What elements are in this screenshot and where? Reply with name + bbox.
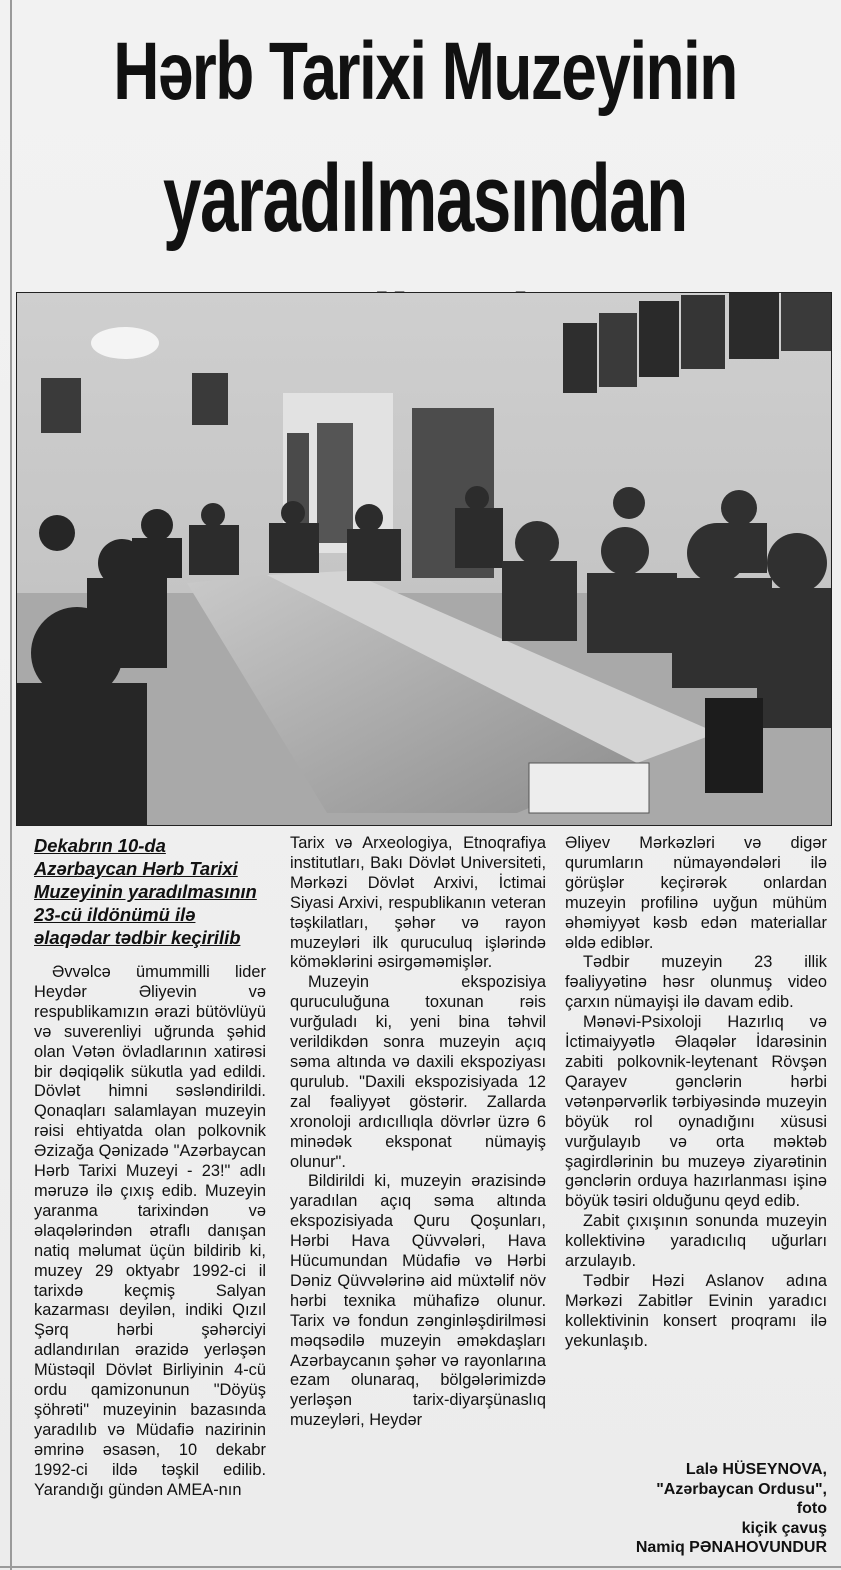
byline xyxy=(527,1460,827,1558)
article-paragraph: Muzeyin ekspozisiya quruculuğuna toxunan rəis vurğuladı ki, yeni bina təhvil verildikdən sonra muzeyin açıq səma altında və daxili ekspoziyası qurulub. "Daxili ekspozisiyada 12 zal fəaliyyət göstərir. Zallarda xronoloji ardıcıllıqla dövrlər üzrə 6 minədək eksponat nümayiş olunur". xyxy=(290,973,546,1171)
article-lead: Dekabrın 10-da Azərbaycan Hərb Tarixi Muzeyinin yaradılmasının 23-cü ildönümü ilə əlaqədar tədbir keçirilib xyxy=(34,835,257,948)
photographer-name: Namiq PƏNAHOVUNDUR xyxy=(635,1539,827,1557)
left-rule xyxy=(10,0,12,1570)
event-photo xyxy=(16,292,832,826)
article-paragraph: Mənəvi-Psixoloji Hazırlıq və İctimaiyyətlə Əlaqələr İdarəsinin zabiti polkovnik-leytenant Rövşən Qarayev gənclərin hərbi vətənpərvərlik tərbiyəsində muzeyin böyük rol oynadığını xüsusi vurğulayıb və orta məktəb şagirdlərinin bu muzeyə ziyarətinin gənclərin orduya hazırlanması işinə böyük təsiri olduğunu qeyd edib. xyxy=(565,1013,827,1211)
article-paragraph: Zabit çıxışının sonunda muzeyin kollektivinə yaradıcılıq uğurları arzulayıb. xyxy=(565,1212,827,1271)
door-panel xyxy=(317,423,353,543)
portrait-frame xyxy=(41,378,81,433)
photo-label: foto xyxy=(796,1500,827,1518)
author-name: Lalə HÜSEYNOVA, xyxy=(685,1461,827,1478)
article-paragraph: Bildirildi ki, muzeyin ərazisində yaradılan açıq səma altında ekspozisiyada Quru Qoşunları, Hərbi Hava Qüvvələri, Hava Hücumundan Müdafiə və Hərbi Dəniz Qüvvələrinə aid müxtəlif növ hərbi texnika mühafizə olunur. Tarix və fondun zənginləşdirilməsi məqsədilə muzeyin əməkdaşları Azərbaycanın şəhər və rayonlarına ezam olunaraq, bölgələrimizdə yerləşən tarix-diyarşünaslıq muzeyləri, Heydər xyxy=(290,1172,546,1430)
article-column-3 xyxy=(565,834,827,1352)
meeting-room-illustration xyxy=(17,293,831,825)
newspaper-name: "Azərbaycan Ordusu", xyxy=(656,1480,827,1498)
article-paragraph: Tədbir muzeyin 23 illik fəaliyyətinə həsr olunmuş video çarxın nümayişi ilə davam edib. xyxy=(565,953,827,1012)
article-paragraph: Əvvəlcə ümummilli lider Heydər Əliyevin və respublikamızın ərazi bütövlüyü və suverenliyi uğrunda şəhid olan Vətən övladlarının xatirəsi bir dəqiqəlik sükutla yad edildi. Dövlət himni səsləndirildi. Qonaqları salamlayan muzeyin rəisi ehtiyatda olan polkovnik Əzizağa Qənizadə "Azərbaycan Hərb Tarixi Muzeyi - 23!" adlı məruzə ilə çıxış edib. Muzeyin yaranma tarixindən və əlaqələrindən ətraflı danışan natiq məlumat üçün bildirib ki, muzey 29 oktyabr 1992-ci il tarixdə keçmiş Salyan kazarması deyilən, indiki Qızıl Şərq hərbi şəhərciyi adlandırılan ərazidə yerləşən Müstəqil Dövlət Birliyinin 4-cü ordu qamizonunun "Döyüş şöhrəti" muzeyinin bazasında yaradılıb və Müdafiə nazirinin əmrinə əsasən, 10 dekabr 1992-ci ildə təşkil edilib. Yarandığı gündən AMEA-nın xyxy=(34,963,266,1499)
headline-line-2: yaradılmasından xyxy=(163,145,687,252)
article-paragraph: Tarix və Arxeologiya, Etnoqrafiya institutları, Bakı Dövlət Universiteti, Mərkəzi Dövlət Arxivi, İctimai Siyasi Arxivi, respublikanın veteran təşkilatları, şəhər və rayon muzeyləri ilk quruculuq işlərində köməklərini əsirgəməmişlər. xyxy=(290,834,546,972)
chandelier xyxy=(91,327,159,359)
bottom-rule xyxy=(0,1566,841,1568)
projector xyxy=(529,763,649,813)
article-paragraph: Əliyev Mərkəzləri və digər qurumların nümayəndələri ilə görüşlər keçirərək onlardan muzeyin profilinə uyğun mühüm əhəmiyyət kəsb edən materiallar əldə ediblər. xyxy=(565,834,827,952)
article-column-1 xyxy=(34,834,266,1500)
headline-line-1: Hərb Tarixi Muzeyinin xyxy=(113,26,737,117)
photographer-rank: kiçik çavuş xyxy=(741,1519,827,1537)
article-paragraph: Tədbir Həzi Aslanov adına Mərkəzi Zabitlər Evinin yaradıcı kollektivinin konsert proqramı ilə yekunlaşıb. xyxy=(565,1271,827,1350)
portrait-frame xyxy=(192,373,228,425)
headline xyxy=(20,10,830,280)
speaker-device xyxy=(705,698,763,793)
article-column-2 xyxy=(290,834,546,1431)
